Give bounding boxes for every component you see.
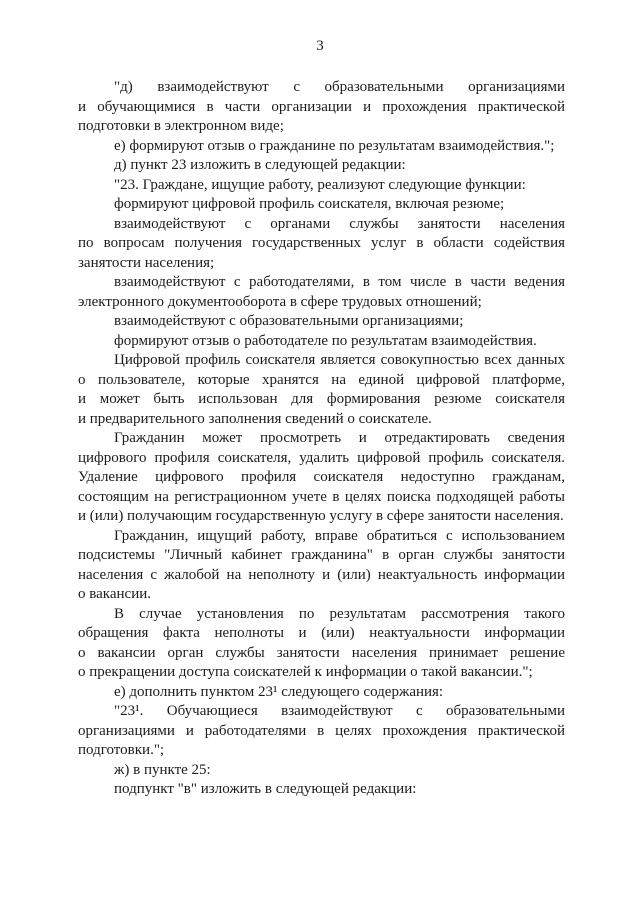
paragraph: [78, 78, 565, 137]
paragraph: [78, 195, 565, 215]
text-line: подпункт "в" изложить в следующей редакции:: [114, 781, 417, 797]
paragraph: [78, 332, 565, 352]
paragraph: [78, 176, 565, 196]
text-line: и обучающимися в части организации и прохождения практической: [78, 98, 565, 115]
text-line: подсистемы "Личный кабинет гражданина" в орган службы занятости: [78, 547, 565, 563]
text-line: взаимодействуют с работодателями, в том числе в части ведения: [114, 274, 565, 290]
paragraph: [78, 780, 565, 800]
paragraph: [78, 702, 565, 761]
paragraph: [78, 527, 565, 605]
text-line: и предварительного заполнения сведений о соискателе.: [78, 410, 432, 427]
text-line: "23. Граждане, ищущие работу, реализуют следующие функции:: [114, 176, 526, 193]
paragraph: [78, 312, 565, 332]
paragraph: [78, 683, 565, 703]
text-line: е) формируют отзыв о гражданине по результатам взаимодействия.";: [114, 137, 555, 154]
text-line: ж) в пункте 25:: [114, 761, 211, 778]
text-line: д) пункт 23 изложить в следующей редакции:: [114, 157, 406, 173]
text-line: по вопросам получения государственных услуг в области содействия: [78, 235, 565, 251]
paragraph: [78, 273, 565, 312]
text-line: и может быть использован для формирования резюме соискателя: [78, 391, 565, 407]
paragraph: [78, 351, 565, 429]
paragraph: [78, 137, 565, 157]
body-text: [78, 78, 565, 800]
text-line: цифрового профиля соискателя, удалить цифровой профиль соискателя.: [78, 449, 565, 466]
text-line: формируют отзыв о работодателе по результатам взаимодействия.: [114, 332, 537, 349]
text-line: подготовки в электронном виде;: [78, 118, 284, 134]
text-line: и (или) получающим государственную услугу в сфере занятости населения.: [78, 508, 564, 524]
text-line: о вакансии орган службы занятости населения принимает решение: [78, 644, 565, 661]
paragraph: [78, 156, 565, 176]
paragraph: [78, 605, 565, 683]
text-line: населения с жалобой на неполноту и (или) неактуальность информации: [78, 566, 565, 583]
text-line: взаимодействуют с органами службы занятости населения: [114, 215, 565, 232]
text-line: занятости населения;: [78, 254, 215, 271]
text-line: В случае установления по результатам рассмотрения такого: [114, 605, 565, 622]
text-line: о прекращении доступа соискателей к информации о такой вакансии.";: [78, 664, 533, 680]
text-line: обращения факта неполноты и (или) неактуальности информации: [78, 625, 565, 641]
text-line: "23¹. Обучающиеся взаимодействуют с образовательными: [114, 703, 565, 719]
page-number: 3: [316, 38, 324, 54]
text-line: взаимодействуют с образовательными организациями;: [114, 313, 464, 329]
text-line: подготовки.";: [78, 742, 165, 758]
text-line: Цифровой профиль соискателя является совокупностью всех данных: [114, 352, 565, 368]
text-line: Удаление цифрового профиля соискателя недоступно гражданам,: [78, 469, 565, 485]
text-line: "д) взаимодействуют с образовательными организациями: [114, 79, 565, 95]
text-line: Гражданин может просмотреть и отредактировать сведения: [114, 430, 565, 446]
paragraph: [78, 429, 565, 527]
text-line: организациями и работодателями в целях прохождения практической: [78, 722, 565, 739]
paragraph: [78, 761, 565, 781]
text-line: электронного документооборота в сфере трудовых отношений;: [78, 293, 482, 310]
text-line: формируют цифровой профиль соискателя, включая резюме;: [114, 196, 505, 212]
paragraph: [78, 215, 565, 274]
text-line: о пользователе, которые хранятся на единой цифровой платформе,: [78, 371, 565, 388]
text-line: е) дополнить пунктом 23¹ следующего содержания:: [114, 683, 444, 700]
text-line: о вакансии.: [78, 586, 152, 602]
text-line: состоящим на регистрационном учете в целях поиска подходящей работы: [78, 488, 565, 505]
text-line: Гражданин, ищущий работу, вправе обратиться с использованием: [114, 527, 565, 544]
